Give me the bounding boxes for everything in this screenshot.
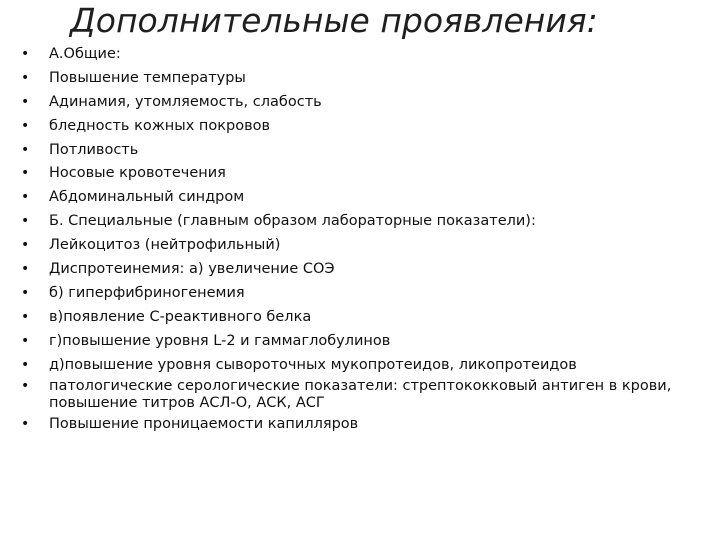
list-item-text: г)повышение уровня L-2 и гаммаглобулинов: [49, 332, 391, 349]
slide-title: Дополнительные проявления:: [70, 1, 598, 40]
list-item-text: Повышение температуры: [49, 69, 246, 86]
bullet-icon: •: [21, 46, 30, 62]
list-item: [0, 142, 720, 159]
list-item: [0, 213, 720, 230]
list-item: [0, 378, 720, 412]
list-item-text: бледность кожных покровов: [49, 117, 271, 134]
list-item-text: патологические серологические показатели: стрептококковый антиген в крови, повышение титров АСЛ-О, АСК, АСГ: [49, 377, 672, 411]
list-item: [0, 416, 720, 433]
list-item-text: А.Общие:: [49, 46, 121, 62]
list-item: [0, 261, 720, 278]
bullet-icon: •: [21, 141, 30, 158]
bullet-icon: •: [21, 213, 30, 230]
bullet-icon: •: [21, 165, 30, 182]
bullet-icon: •: [21, 117, 30, 134]
bullet-icon: •: [21, 332, 30, 349]
list-item: [0, 357, 720, 374]
list-item-text: Б. Специальные (главным образом лабораторные показатели):: [49, 213, 536, 230]
bullet-icon: •: [21, 93, 30, 110]
bullet-icon: •: [21, 377, 30, 394]
bullet-icon: •: [21, 237, 30, 254]
bullet-icon: •: [21, 261, 30, 278]
list-item: [0, 237, 720, 254]
list-item: [0, 333, 720, 350]
list-item: [0, 118, 720, 135]
list-item-text: б) гиперфибриногенемия: [49, 284, 245, 301]
list-item: [0, 70, 720, 87]
list-item: [0, 46, 720, 63]
list-item: [0, 94, 720, 111]
bullet-icon: •: [21, 284, 30, 301]
list-item-text: Адинамия, утомляемость, слабость: [49, 93, 322, 110]
bullet-icon: •: [21, 69, 30, 86]
list-item: [0, 285, 720, 302]
list-item-text: Лейкоцитоз (нейтрофильный): [49, 237, 281, 254]
list-item: [0, 309, 720, 326]
list-item: [0, 189, 720, 206]
list-item-text: в)появление С-реактивного белка: [49, 308, 312, 325]
bullet-icon: •: [21, 189, 30, 206]
bullet-icon: •: [21, 356, 30, 373]
list-item-text: Диспротеинемия: а) увеличение СОЭ: [49, 261, 335, 278]
list-item-text: Повышение проницаемости капилляров: [49, 415, 359, 432]
list-item: [0, 165, 720, 182]
list-item-text: д)повышение уровня сывороточных мукопротеидов, ликопротеидов: [49, 356, 577, 373]
bullet-icon: •: [21, 415, 30, 432]
bullet-list: [0, 46, 720, 439]
list-item-text: Носовые кровотечения: [49, 165, 226, 182]
bullet-icon: •: [21, 308, 30, 325]
list-item-text: Потливость: [49, 141, 139, 158]
list-item-text: Абдоминальный синдром: [49, 189, 245, 206]
